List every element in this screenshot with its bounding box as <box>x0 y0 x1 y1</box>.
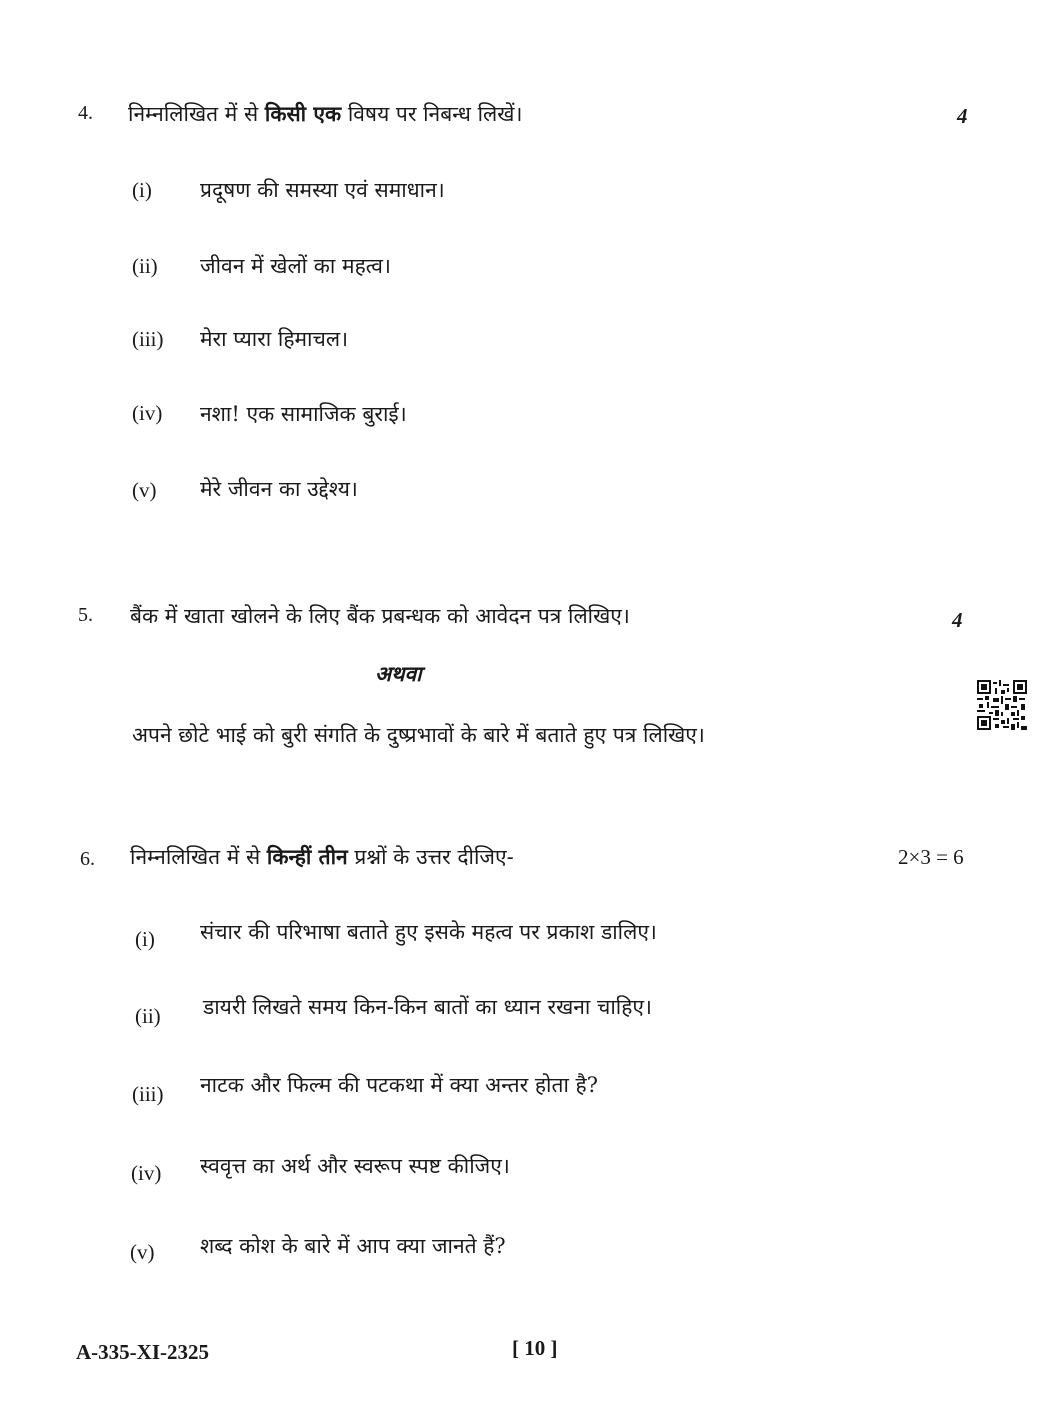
or-label: अथवा <box>375 661 422 686</box>
question-6-text-post: प्रश्नों के उत्तर दीजिए- <box>347 845 514 869</box>
page-number: [ 10 ] <box>512 1336 558 1360</box>
q6-option-label: (ii) <box>135 1004 161 1028</box>
q4-option-text: नशा! एक सामाजिक बुराई। <box>200 402 407 426</box>
paper-code: A-335-XI-2325 <box>76 1340 209 1364</box>
q4-option-label: (iii) <box>132 327 164 351</box>
q4-option-text: मेरे जीवन का उद्देश्य। <box>200 477 358 501</box>
question-4-text-post: विषय पर निबन्ध लिखें। <box>341 102 523 126</box>
q4-option-label: (i) <box>132 178 152 202</box>
question-6-number: 6. <box>80 848 95 870</box>
q6-option-text: नाटक और फिल्म की पटकथा में क्या अन्तर होता है? <box>200 1073 598 1097</box>
q4-option-text: जीवन में खेलों का महत्व। <box>200 254 391 278</box>
q4-option-label: (v) <box>132 478 157 502</box>
q6-option-label: (iii) <box>132 1082 164 1106</box>
question-5-alt-text: अपने छोटे भाई को बुरी संगति के दुष्प्रभावों के बारे में बताते हुए पत्र लिखिए। <box>132 723 705 747</box>
question-4-number: 4. <box>78 102 93 124</box>
question-6-text-bold: किन्हीं तीन <box>266 844 348 869</box>
q6-option-text: संचार की परिभाषा बताते हुए इसके महत्व पर प्रकाश डालिए। <box>200 920 657 944</box>
q6-option-label: (iv) <box>131 1161 162 1185</box>
q4-option-text: मेरा प्यारा हिमाचल। <box>200 327 349 351</box>
q6-option-label: (i) <box>135 927 155 951</box>
question-5-text: बैंक में खाता खोलने के लिए बैंक प्रबन्धक को आवेदन पत्र लिखिए। <box>130 604 630 628</box>
q6-option-label: (v) <box>130 1240 155 1264</box>
question-6-marks: 2×3 = 6 <box>898 845 964 869</box>
question-4-marks: 4 <box>957 104 968 128</box>
question-4-text <box>128 100 522 128</box>
q6-option-text: शब्द कोश के बारे में आप क्या जानते हैं? <box>200 1234 506 1258</box>
question-5-number: 5. <box>78 604 93 626</box>
question-6-text-pre: निम्नलिखित में से <box>130 845 267 869</box>
q6-option-text: स्ववृत्त का अर्थ और स्वरूप स्पष्ट कीजिए। <box>200 1154 510 1178</box>
qr-code-icon <box>977 680 1027 730</box>
q4-option-text: प्रदूषण की समस्या एवं समाधान। <box>200 178 445 202</box>
question-6-text <box>130 843 514 871</box>
q4-option-label: (iv) <box>132 401 163 425</box>
question-5-marks: 4 <box>952 608 963 632</box>
question-4-text-bold: किसी एक <box>264 101 342 126</box>
q6-option-text: डायरी लिखते समय किन-किन बातों का ध्यान रखना चाहिए। <box>203 995 652 1019</box>
question-4-text-pre: निम्नलिखित में से <box>128 102 265 126</box>
q4-option-label: (ii) <box>132 254 158 278</box>
